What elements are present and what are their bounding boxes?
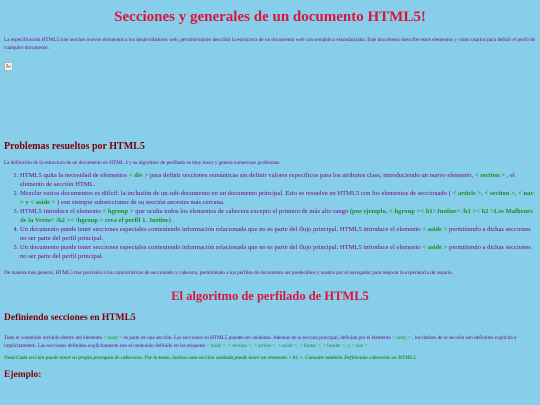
defining-sections-paragraph: Todo el contenido incluido dentro del elemento < body > es parte de una sección. Las secciones en HTML5 pueden ser anidadas. Además de la sección principal, definida por el elemento < body > , los límites de la sección son definidos explícita o implícitamente. Las secciones definidas explícitamente son el contenido definido en las etiquetas < body >, < section >, < article >, < aside >, < footer >, < header >, y < nav >. (4, 335, 517, 349)
problems-intro: La definición de la estructura de un documento en HTML 4 y su algoritmo de perfilado es muy tosco y genera numerosos problemas: (4, 160, 281, 166)
page-title: Secciones y generales de un documento HTML5! (114, 9, 426, 25)
broken-image-icon (4, 62, 13, 71)
problems-outro: De manera más general, HTML5 trae precisión a las características de seccionado y cabecera, permitiendo a los perfiles de documento ser predecibles y usados por el navegador para mejorar la experiencia de usuario. (4, 270, 453, 276)
problems-list (4, 171, 536, 261)
defining-sections-heading: Definiendo secciones en HTML5 (4, 313, 136, 323)
list-item: 3. HTML5 introduce el elemento < hgroup > que oculta todos los elementos de cabecera excepto el primero de más alto rango (por ejemplo, < hgroup >< h1>Justine< /h1 >< h2 >Les Malheurs de la Vertu< /h2 >< /hgroup > crea el perfil 1. Justine) . (20, 207, 536, 225)
image-placeholder-area (4, 71, 536, 141)
list-item: 4. Un documento puede tener secciones especiales conteniendo información relacionada que no es parte del flujo principal. HTML5 introduce el elemento < aside > permitiendo a dichas secciones no ser parte del perfil principal. (20, 225, 536, 243)
problems-heading: Problemas resueltos por HTML5 (4, 141, 145, 152)
list-item: 1. HTML5 quita la necesidad de elementos < div > para definir secciones semánticas sin definir valores específicos para los atributos class, introduciendo un nuevo elemento, < section > , el elemento de sección HTML. (20, 171, 536, 189)
list-item: 5. Un documento puede tener secciones especiales conteniendo información relacionada que no es parte del flujo principal. HTML5 introduce el elemento < aside > permitiendo a dichas secciones no ser parte del perfil principal. (20, 243, 536, 261)
note-paragraph: Nota:Cada sección puede tener su propia jerarquía de cabeceras. Por lo tanto, incluso una sección anidada puede tener un elemento < h1 >. Consulte también Definiendo cabeceras en HTML5. (4, 355, 417, 361)
algorithm-title: El algoritmo de perfilado de HTML5 (171, 289, 369, 303)
list-item: 2. Mezclar varios documentos es difícil: la inclusión de un sub-documento en un documento principal. Esto se resuelve en HTML5 con los elementos de seccionado ( < article >, < section >, < nav > y < aside > ) son siempre subsecciones de su sección ancestra más cercana. (20, 189, 536, 207)
example-heading: Ejemplo: (4, 370, 42, 380)
intro-paragraph: La especificación HTML5 trae muchos nuevos elementos a los desarrolladores web, permitiéndoles describir la estructura de un documento web con semántica estandarizada. Este documento describe estos elementos y cómo usarlos para definir el perfil de cualquier documento. (4, 37, 535, 51)
